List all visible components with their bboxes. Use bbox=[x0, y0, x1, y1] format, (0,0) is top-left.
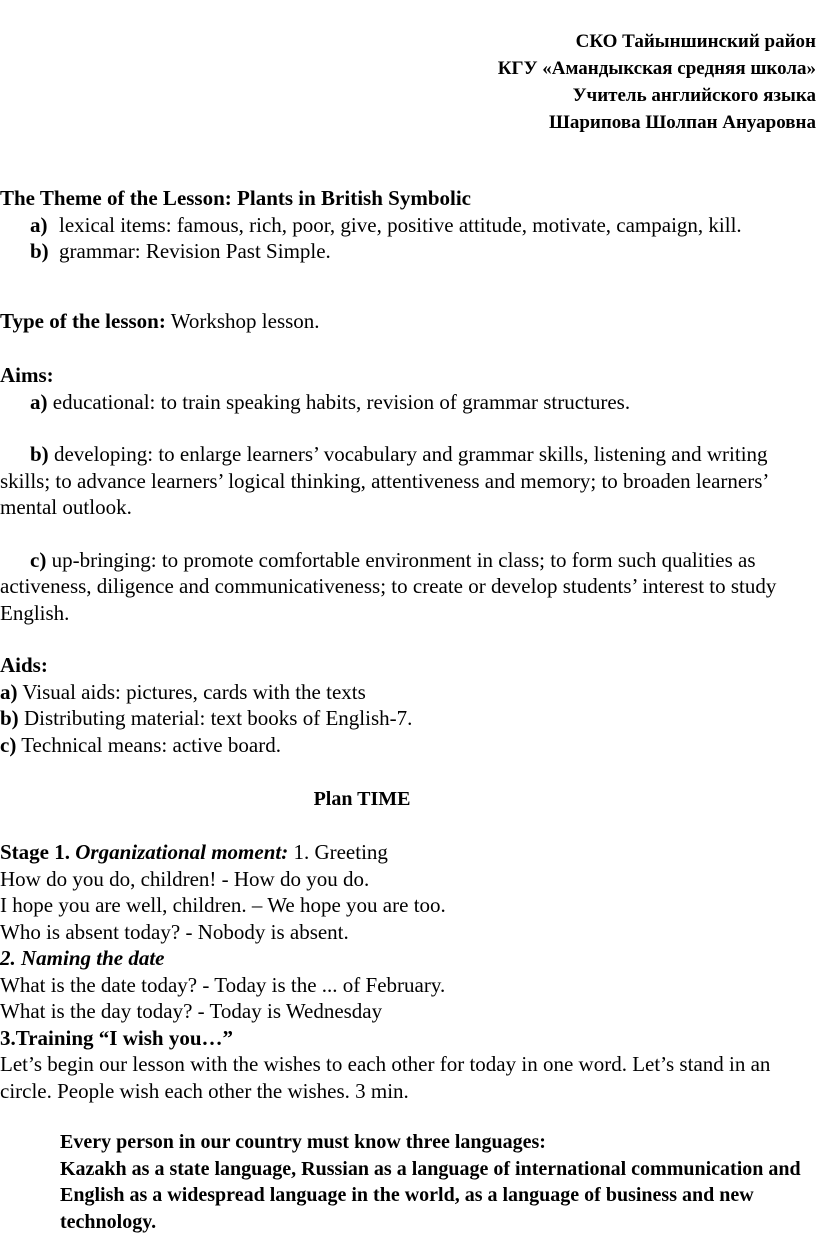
naming-date-line-1: What is the date today? - Today is the ... of February. bbox=[0, 972, 446, 997]
stage1-greeting: 1. Greeting bbox=[288, 840, 388, 864]
theme-item-b-text: grammar: Revision Past Simple. bbox=[59, 239, 331, 263]
aims-heading: Aims: bbox=[0, 363, 54, 387]
author-header bbox=[498, 28, 816, 136]
aids-item-b bbox=[0, 705, 816, 732]
aids-item-a-label: a) bbox=[0, 679, 18, 704]
aids-section bbox=[0, 652, 816, 758]
languages-line-1: Every person in our country must know three languages: bbox=[60, 1131, 546, 1153]
header-teacher-name: Шарипова Шолпан Ануаровна bbox=[548, 112, 816, 133]
naming-date-heading: 2. Naming the date bbox=[0, 946, 165, 970]
naming-date-line-2: What is the day today? - Today is Wednesday bbox=[0, 999, 383, 1023]
theme-item-a-text: lexical items: famous, rich, poor, give, positive attitude, motivate, campaign, kill. bbox=[59, 212, 742, 237]
header-position: Учитель английского языка bbox=[572, 85, 816, 106]
training-text: Let’s begin our lesson with the wishes to each other for today in one word. Let’s stand in an circle. People wish each other the wishes. 3 min. bbox=[0, 1052, 771, 1103]
aims-item-a-label: a) bbox=[30, 389, 48, 414]
lesson-type bbox=[0, 308, 816, 335]
aids-item-a bbox=[0, 679, 816, 706]
theme-item-b bbox=[0, 238, 816, 265]
training-heading: 3.Training “I wish you…” bbox=[0, 1025, 233, 1050]
theme-item-a bbox=[0, 212, 816, 239]
aids-item-b-label: b) bbox=[0, 706, 19, 730]
aims-item-a-text: educational: to train speaking habits, revision of grammar structures. bbox=[47, 389, 631, 414]
theme-item-a-label: a) bbox=[30, 212, 48, 237]
greeting-line-1: How do you do, children! - How do you do. bbox=[0, 866, 370, 891]
languages-block bbox=[0, 1129, 816, 1235]
plan-heading: Plan TIME bbox=[313, 788, 411, 810]
aids-item-c-label: c) bbox=[0, 732, 17, 757]
aims-item-c bbox=[0, 547, 816, 627]
lesson-type-value: Workshop lesson. bbox=[165, 309, 320, 333]
aims-item-b bbox=[0, 441, 816, 521]
theme-item-b-label: b) bbox=[30, 239, 49, 263]
aims-item-c-text: up-bringing: to promote comfortable environment in class; to form such qualities as activeness, diligence and communicativeness; to create or develop students’ interest to study English. bbox=[0, 547, 777, 625]
header-school: КГУ «Амандыкская средняя школа» bbox=[497, 58, 816, 79]
theme-title: Plants in British Symbolic bbox=[237, 186, 471, 210]
aids-item-c bbox=[0, 732, 816, 759]
aids-heading: Aids: bbox=[0, 653, 48, 677]
header-region: СКО Тайыншинский район bbox=[575, 31, 816, 52]
aids-item-c-text: Technical means: active board. bbox=[16, 732, 281, 757]
stage1-label: Stage 1. bbox=[0, 840, 70, 864]
aims-item-c-label: c) bbox=[30, 547, 47, 572]
languages-line-2: Kazakh as a state language, Russian as a language of international communication and English as a widespread language in the world, as a language of business and new technology. bbox=[60, 1157, 801, 1233]
aims-item-b-text: developing: to enlarge learners’ vocabulary and grammar skills, listening and writing skills; to advance learners’ logical thinking, attentiveness and memory; to broaden learners’ mental outlook. bbox=[0, 442, 768, 519]
stage1-title bbox=[0, 839, 816, 866]
lesson-theme-section bbox=[0, 185, 816, 265]
aids-item-b-text: Distributing material: text books of English-7. bbox=[18, 706, 413, 730]
lesson-type-label: Type of the lesson: bbox=[0, 309, 166, 333]
greeting-line-3: Who is absent today? - Nobody is absent. bbox=[0, 919, 349, 944]
aims-item-a bbox=[0, 389, 816, 416]
aims-item-b-label: b) bbox=[30, 442, 49, 466]
theme-label: The Theme of the Lesson: bbox=[0, 186, 232, 210]
greeting-line-2: I hope you are well, children. – We hope you are too. bbox=[0, 893, 446, 917]
aids-item-a-text: Visual aids: pictures, cards with the texts bbox=[17, 679, 366, 704]
stage1-section bbox=[0, 839, 816, 1104]
stage1-title-text: Organizational moment: bbox=[70, 840, 289, 864]
lesson-theme-title bbox=[0, 185, 816, 212]
aims-section bbox=[0, 362, 816, 626]
